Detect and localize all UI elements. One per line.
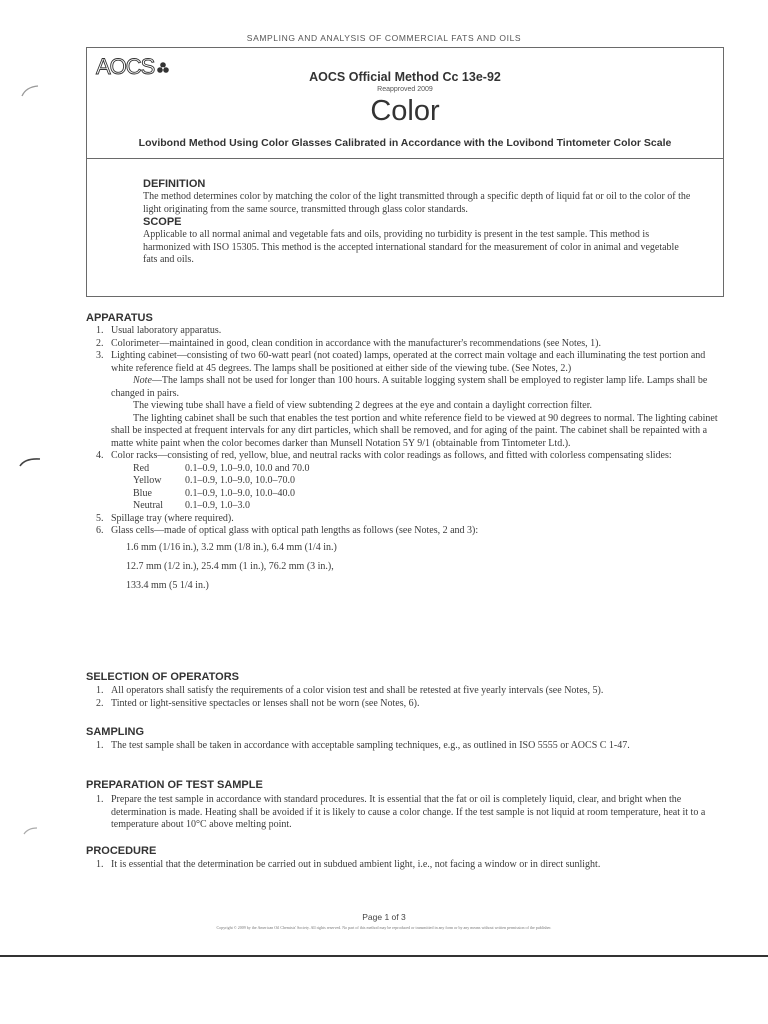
viewing-tube-paragraph: The viewing tube shall have a field of view subtending 2 degrees at the eye and contain a daylight correction filter. xyxy=(133,400,593,411)
list-item: 5. Spillage tray (where required). xyxy=(96,512,234,524)
scan-mark-middle xyxy=(18,456,44,468)
preparation-section xyxy=(86,794,728,832)
page-title: Color xyxy=(370,95,440,127)
scan-edge-line xyxy=(0,955,768,957)
list-item: 1. Prepare the test sample in accordance with standard procedures. It is essential that the fat or oil is completely liquid, clear, and bright when the determination is made. Heating shall be avoided if it is likely to cause a color change. If the test sample is not liquid at room temperature, heat it to a temperature about 10°C above melting point. xyxy=(96,794,706,830)
scan-mark-top xyxy=(20,84,42,98)
selection-section xyxy=(86,685,728,710)
table-row: Red 0.1–0.9, 1.0–9.0, 10.0 and 70.0 xyxy=(133,462,310,474)
selection-heading: SELECTION OF OPERATORS xyxy=(86,671,239,683)
preparation-heading: PREPARATION OF TEST SAMPLE xyxy=(86,779,263,791)
definition-scope-box xyxy=(86,159,724,297)
color-racks-table-wrap xyxy=(86,463,728,513)
procedure-section xyxy=(86,859,728,872)
glass-cell-sizes-1: 1.6 mm (1/16 in.), 3.2 mm (1/8 in.), 6.4 mm (1/4 in.) xyxy=(126,541,337,553)
scope-heading: SCOPE xyxy=(143,216,182,228)
apparatus-notes xyxy=(86,375,728,450)
list-item: 1. All operators shall satisfy the requirements of a color vision test and shall be retested at five yearly intervals (see Notes, 5). xyxy=(96,685,604,696)
lighting-cabinet-paragraph: The lighting cabinet shall be such that enables the test portion and white reference field to be viewed at 90 degrees to normal. The lighting cabinet shall be inspected at frequent intervals for any dirt particles, which shall be removed, and for aging of the paint. The cabinet shall be repainted with a matte white paint when the color becomes darker than Munsell Notation 5Y 9/1 (obtainable from Tintometer Ltd.). xyxy=(111,412,718,449)
table-row: Blue 0.1–0.9, 1.0–9.0, 10.0–40.0 xyxy=(133,487,295,499)
glass-cell-sizes-2: 12.7 mm (1/2 in.), 25.4 mm (1 in.), 76.2 mm (3 in.), xyxy=(126,560,334,572)
apparatus-heading: APPARATUS xyxy=(86,312,153,324)
scan-mark-bottom xyxy=(22,826,40,836)
method-subtitle: Lovibond Method Using Color Glasses Calibrated in Accordance with the Lovibond Tintometer Color Scale xyxy=(138,137,672,149)
title-box xyxy=(86,47,724,159)
running-head: SAMPLING AND ANALYSIS OF COMMERCIAL FATS AND OILS xyxy=(246,33,522,43)
color-racks-table xyxy=(133,463,309,513)
list-item: 1. Usual laboratory apparatus. xyxy=(96,325,222,336)
list-item: 1. It is essential that the determination be carried out in subdued ambient light, i.e., not facing a window or in direct sunlight. xyxy=(96,859,601,870)
list-item: 2. Colorimeter—maintained in good, clean condition in accordance with the manufacturer's recommendations (see Notes, 1). xyxy=(96,337,601,349)
svg-text:AOCS: AOCS xyxy=(96,54,155,79)
definition-text: The method determines color by matching the color of the light transmitted through a specific depth of liquid fat or oil to the color of the light originating from the same source, transmitted through glass color standards. xyxy=(143,191,691,215)
page-number: Page 1 of 3 xyxy=(362,912,406,922)
reapproved-date: Reapproved 2009 xyxy=(377,86,433,93)
list-item: 3. Lighting cabinet—consisting of two 60-watt pearl (not coated) lamps, operated at the correct main voltage and each illuminating the test portion and white reference field at 45 degrees. The lamps shall be positioned at either side of the viewing tube. (See Notes, 2.) xyxy=(96,350,706,374)
scope-text: Applicable to all normal animal and vegetable fats and oils, providing no turbidity is present in the test sample. This method is harmonized with ISO 15305. This method is the accepted international standard for the measurement of color in animal and vegetable fats and oils. xyxy=(143,229,679,265)
sampling-section xyxy=(86,740,728,753)
list-item: 1. The test sample shall be taken in accordance with acceptable sampling techniques, e.g., as outlined in ISO 5555 or AOCS C 1-47. xyxy=(96,740,630,751)
lamp-note: Note—The lamps shall not be used for longer than 100 hours. A suitable logging system shall be employed to register lamp life. Lamps shall be changed in pairs. xyxy=(111,375,708,399)
sampling-heading: SAMPLING xyxy=(86,726,145,738)
method-number: AOCS Official Method Cc 13e-92 xyxy=(309,70,501,84)
definition-heading: DEFINITION xyxy=(143,178,206,190)
procedure-heading: PROCEDURE xyxy=(86,845,157,857)
glass-cell-sizes-3: 133.4 mm (5 1/4 in.) xyxy=(126,579,209,591)
apparatus-section xyxy=(86,325,728,597)
table-row: Neutral 0.1–0.9, 1.0–3.0 xyxy=(133,500,250,511)
list-item: 4. Color racks—consisting of red, yellow, blue, and neutral racks with color readings as follows, and fitted with colorless compensating slides: xyxy=(96,450,672,461)
list-item: 2. Tinted or light-sensitive spectacles or lenses shall not be worn (see Notes, 6). xyxy=(96,697,420,709)
list-item: 6. Glass cells—made of optical glass with optical path lengths as follows (see Notes, 2 and 3): xyxy=(96,525,479,536)
copyright-notice: Copyright © 2009 by the American Oil Chemists' Society. All rights reserved. No part of this method may be reproduced or transmitted in any form or by any means without written permission of the publisher. xyxy=(216,925,552,930)
table-row: Yellow 0.1–0.9, 1.0–9.0, 10.0–70.0 xyxy=(133,475,295,486)
